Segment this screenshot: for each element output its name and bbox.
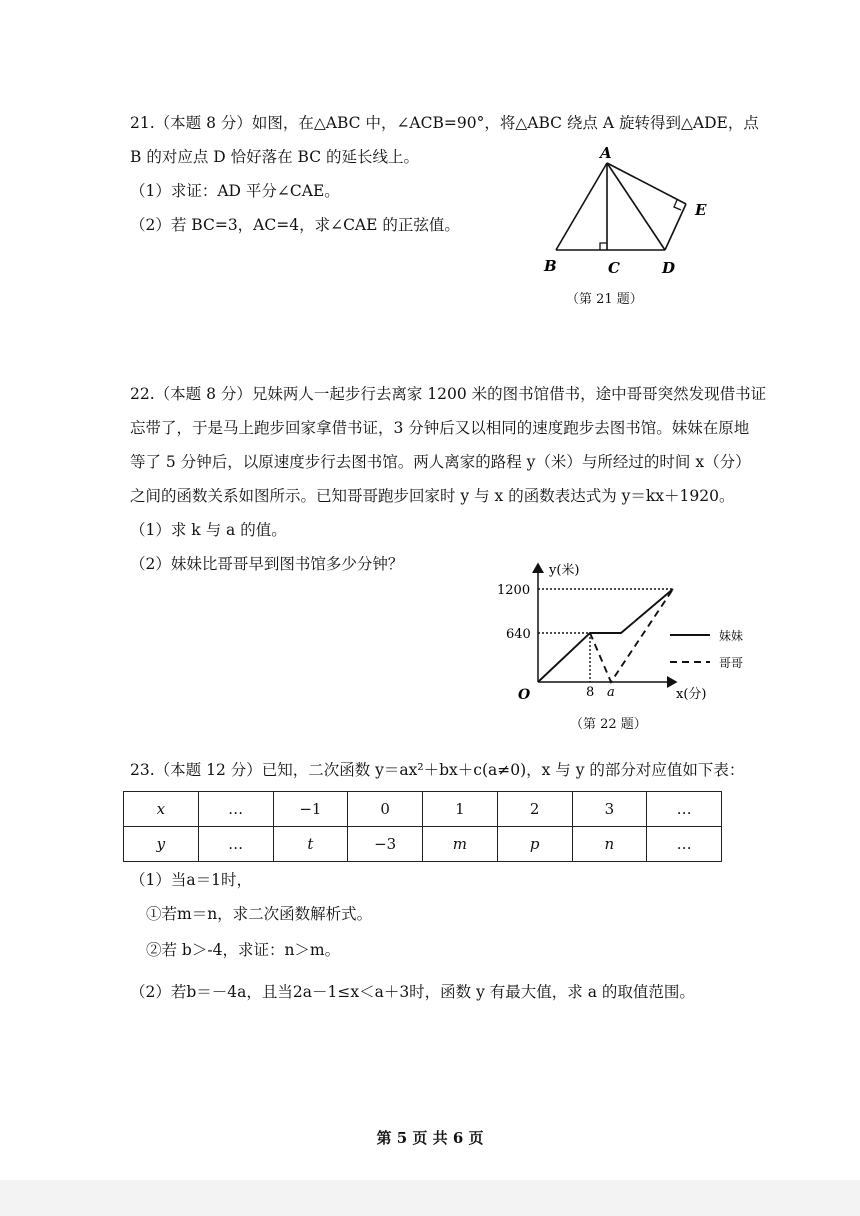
y-tick-1200: 1200 bbox=[497, 583, 531, 598]
q22-line-3: 等了 5 分钟后，以原速度步行去图书馆。两人离家的路程 y（米）与所经过的时间 x（分） bbox=[130, 453, 751, 471]
q23-sub-2: ②若 b＞-4，求证：n＞m。 bbox=[146, 941, 341, 959]
label-c: C bbox=[608, 259, 620, 277]
q22-line-2: 忘带了，于是马上跑步回家拿借书证，3 分钟后又以相同的速度跑步去图书馆。妹妹在原地 bbox=[130, 419, 750, 437]
q23-sub-1: ①若m＝n，求二次函数解析式。 bbox=[146, 905, 373, 923]
q21-line-2: B 的对应点 D 恰好落在 BC 的延长线上。 bbox=[130, 148, 419, 166]
table-cell: m bbox=[423, 827, 498, 862]
label-e: E bbox=[695, 201, 707, 219]
line-ad bbox=[607, 163, 665, 250]
table-cell: p bbox=[497, 827, 572, 862]
line-de bbox=[665, 204, 686, 250]
legend-sister-label: 妹妹 bbox=[719, 629, 744, 643]
q21-line-1: 21.（本题 8 分）如图，在△ABC 中，∠ACB=90°，将△ABC 绕点 A 旋转得到△ADE，点 bbox=[130, 114, 759, 132]
line-ab bbox=[556, 163, 607, 250]
page-footer: 第 5 页 共 6 页 bbox=[376, 1129, 484, 1147]
table-cell: 3 bbox=[572, 792, 647, 827]
value-table bbox=[123, 791, 722, 862]
q23-part-1: （1）当a＝1时， bbox=[130, 871, 252, 889]
right-angle-c bbox=[600, 243, 607, 250]
q22-part-2: （2）妹妹比哥哥早到图书馆多少分钟？ bbox=[130, 555, 404, 573]
table-cell: −3 bbox=[348, 827, 423, 862]
q21-part-1: （1）求证：AD 平分∠CAE。 bbox=[130, 182, 340, 200]
x-tick-a: a bbox=[607, 685, 615, 700]
line-ae bbox=[607, 163, 686, 204]
label-d: D bbox=[662, 259, 676, 277]
label-a: A bbox=[600, 144, 612, 162]
q21-caption: （第 21 题） bbox=[566, 292, 643, 307]
table-cell: t bbox=[273, 827, 348, 862]
brother-line bbox=[590, 589, 673, 682]
legend-brother-label: 哥哥 bbox=[719, 656, 744, 670]
origin-label: O bbox=[518, 687, 531, 703]
y-axis-label: y(米) bbox=[549, 563, 580, 578]
x-axis-label: x(分) bbox=[676, 687, 707, 702]
q22-line-1: 22.（本题 8 分）兄妹两人一起步行去离家 1200 米的图书馆借书，途中哥哥突然发现借书证 bbox=[130, 385, 767, 403]
table-cell: … bbox=[198, 827, 273, 862]
q22-part-1: （1）求 k 与 a 的值。 bbox=[130, 521, 287, 539]
bottom-strip bbox=[0, 1180, 860, 1216]
q22-caption: （第 22 题） bbox=[570, 717, 647, 732]
q23-part-2: （2）若b＝－4a，且当2a－1≤x＜a＋3时，函数 y 有最大值，求 a 的取值范围。 bbox=[130, 983, 695, 1001]
x-tick-8: 8 bbox=[586, 685, 595, 700]
q21-triangle-figure bbox=[530, 140, 720, 280]
table-cell: 2 bbox=[497, 792, 572, 827]
table-cell: … bbox=[647, 827, 722, 862]
table-row-x bbox=[124, 792, 722, 827]
table-cell: n bbox=[572, 827, 647, 862]
table-cell: … bbox=[647, 792, 722, 827]
table-cell: −1 bbox=[273, 792, 348, 827]
table-row-y bbox=[124, 827, 722, 862]
q22-distance-time-graph bbox=[490, 556, 790, 706]
q23-line-1: 23.（本题 12 分）已知，二次函数 y＝ax²＋bx＋c(a≠0)，x 与 y 的部分对应值如下表： bbox=[130, 761, 745, 779]
table-cell: 0 bbox=[348, 792, 423, 827]
y-tick-640: 640 bbox=[506, 627, 531, 642]
table-cell: … bbox=[198, 792, 273, 827]
label-b: B bbox=[544, 257, 557, 275]
table-cell: y bbox=[124, 827, 199, 862]
table-cell: x bbox=[124, 792, 199, 827]
q22-line-4: 之间的函数关系如图所示。已知哥哥跑步回家时 y 与 x 的函数表达式为 y＝kx＋1920。 bbox=[130, 487, 735, 505]
q21-part-2: （2）若 BC=3，AC=4，求∠CAE 的正弦值。 bbox=[130, 216, 460, 234]
table-cell: 1 bbox=[423, 792, 498, 827]
